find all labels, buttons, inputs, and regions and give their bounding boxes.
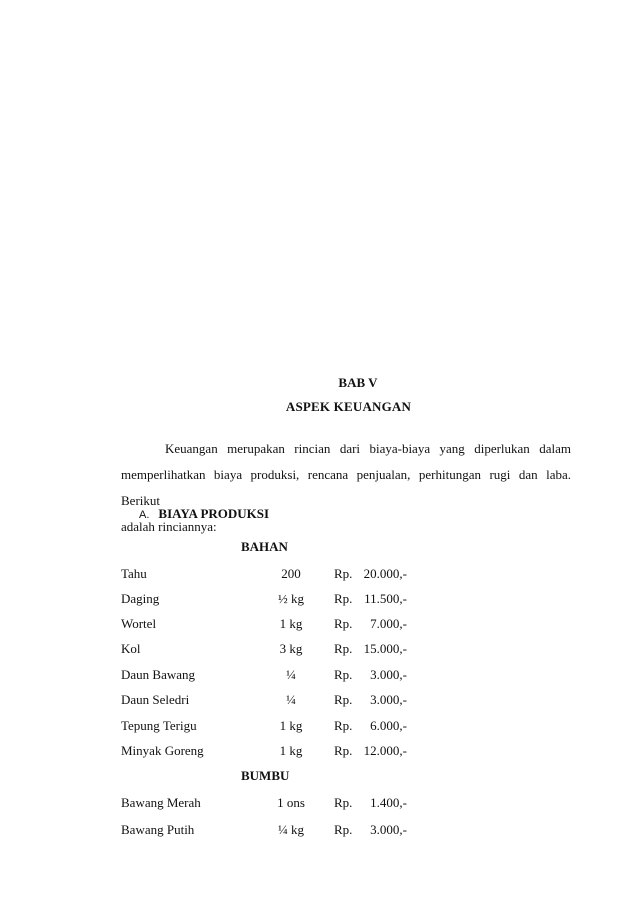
- item-currency: Rp.: [334, 718, 353, 733]
- group-heading-bahan: BAHAN: [241, 539, 288, 554]
- table-row: [121, 692, 541, 710]
- item-name: Minyak Goreng: [121, 743, 204, 758]
- chapter-title: ASPEK KEUANGAN: [285, 399, 412, 414]
- item-qty: 1 ons: [277, 795, 305, 810]
- table-row: [121, 641, 541, 659]
- item-currency: Rp.: [334, 641, 353, 656]
- chapter-heading: BAB V: [338, 375, 378, 390]
- section-heading: [139, 506, 269, 522]
- intro-line: Keuangan merupakan rincian dari biaya-biaya yang diperlukan dalam: [165, 441, 571, 456]
- item-name: Tepung Terigu: [121, 718, 197, 733]
- item-qty: 3 kg: [279, 641, 303, 656]
- item-qty: ½ kg: [278, 591, 304, 606]
- item-price: 3.000,-: [370, 667, 407, 682]
- item-price: 6.000,-: [370, 718, 407, 733]
- table-row: [121, 743, 541, 761]
- table-row: [121, 667, 541, 685]
- item-name: Bawang Merah: [121, 795, 201, 810]
- item-price: 3.000,-: [370, 692, 407, 707]
- intro-line: adalah rinciannya:: [121, 519, 217, 534]
- item-qty: 1 kg: [279, 616, 303, 631]
- item-price: 12.000,-: [363, 743, 407, 758]
- item-currency: Rp.: [334, 822, 353, 837]
- item-name: Tahu: [121, 566, 147, 581]
- section-title: BIAYA PRODUKSI: [158, 506, 270, 521]
- item-qty: 1 kg: [279, 718, 303, 733]
- item-price: 3.000,-: [370, 822, 407, 837]
- item-price: 15.000,-: [363, 641, 407, 656]
- table-row: [121, 566, 541, 584]
- section-letter: A.: [139, 509, 150, 521]
- item-currency: Rp.: [334, 566, 353, 581]
- item-name: Kol: [121, 641, 141, 656]
- table-row: [121, 591, 541, 609]
- item-qty: ¼ kg: [278, 822, 304, 837]
- item-qty: 200: [281, 566, 301, 581]
- item-price: 20.000,-: [363, 566, 407, 581]
- item-currency: Rp.: [334, 692, 353, 707]
- group-heading-bumbu: BUMBU: [241, 768, 290, 783]
- item-qty: ¼: [286, 667, 296, 682]
- item-qty: 1 kg: [279, 743, 303, 758]
- item-price: 1.400,-: [370, 795, 407, 810]
- item-price: 11.500,-: [364, 591, 407, 606]
- item-currency: Rp.: [334, 795, 353, 810]
- table-row: [121, 616, 541, 634]
- item-currency: Rp.: [334, 743, 353, 758]
- item-name: Bawang Putih: [121, 822, 195, 837]
- table-row: [121, 718, 541, 736]
- item-currency: Rp.: [334, 591, 353, 606]
- item-price: 7.000,-: [370, 616, 407, 631]
- item-qty: ¼: [286, 692, 296, 707]
- item-name: Daun Bawang: [121, 667, 196, 682]
- item-currency: Rp.: [334, 667, 353, 682]
- intro-paragraph: [121, 436, 571, 540]
- item-currency: Rp.: [334, 616, 353, 631]
- item-name: Wortel: [121, 616, 157, 631]
- table-row: [121, 795, 541, 813]
- table-row: [121, 822, 541, 840]
- item-name: Daun Seledri: [121, 692, 190, 707]
- intro-line: memperlihatkan biaya produksi, rencana penjualan, perhitungan rugi dan laba. Berikut: [121, 467, 571, 508]
- item-name: Daging: [121, 591, 160, 606]
